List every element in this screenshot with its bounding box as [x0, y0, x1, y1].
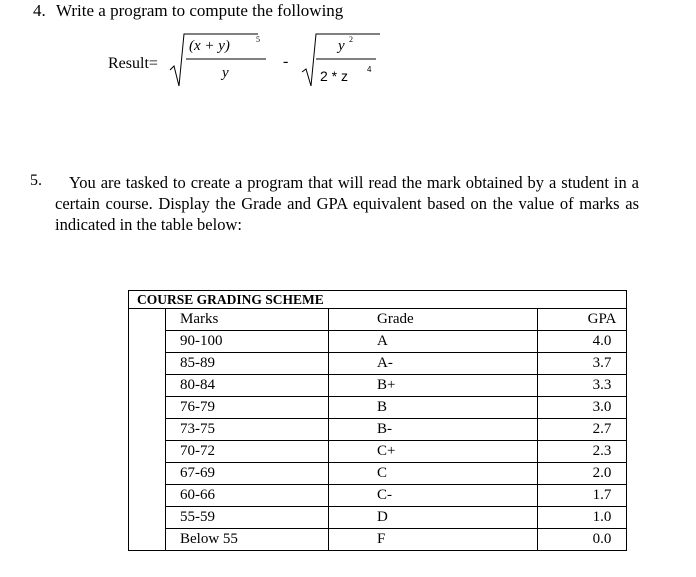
cell-marks: 55-59 [166, 507, 329, 529]
cell-marks: 73-75 [166, 419, 329, 441]
table-title-row [129, 291, 627, 309]
cell-gpa: 1.7 [538, 485, 627, 507]
cell-gpa: 4.0 [538, 331, 627, 353]
cell-marks: 90-100 [166, 331, 329, 353]
header-marks: Marks [166, 309, 329, 331]
cell-marks: 67-69 [166, 463, 329, 485]
cell-grade: A- [329, 353, 538, 375]
cell-grade: B- [329, 419, 538, 441]
formula-graphic [170, 28, 390, 92]
cell-marks: 80-84 [166, 375, 329, 397]
table-row [129, 353, 627, 375]
cell-gpa: 0.0 [538, 529, 627, 551]
table-row [129, 485, 627, 507]
term2-denominator: 2 * z [320, 68, 349, 84]
header-gpa: GPA [538, 309, 627, 331]
table-header-row [129, 309, 627, 331]
result-label: Result= [108, 55, 158, 72]
table-row [129, 331, 627, 353]
term2-numerator-exponent: 2 [349, 35, 353, 44]
term1-numerator-exponent: 5 [256, 35, 260, 44]
cell-grade: B [329, 397, 538, 419]
table-row [129, 441, 627, 463]
term1-denominator: y [222, 65, 229, 81]
cell-gpa: 2.3 [538, 441, 627, 463]
question-4-prompt: Write a program to compute the following [56, 1, 344, 20]
cell-marks: 70-72 [166, 441, 329, 463]
table-row [129, 397, 627, 419]
table-row [129, 463, 627, 485]
question-5-number: 5. [30, 172, 42, 189]
cell-grade: C- [329, 485, 538, 507]
cell-gpa: 3.7 [538, 353, 627, 375]
table-spacer-column [129, 309, 166, 551]
table-title: COURSE GRADING SCHEME [129, 291, 627, 309]
term1-numerator: (x + y) [189, 38, 230, 54]
cell-marks: 76-79 [166, 397, 329, 419]
question-5-text: You are tasked to create a program that will read the mark obtained by a student in a certain course. Display the Grade and GPA equivalent based on the value of marks as indicated in the table below: [55, 173, 639, 234]
cell-marks: Below 55 [166, 529, 329, 551]
cell-gpa: 1.0 [538, 507, 627, 529]
term2-denominator-exponent: 4 [367, 65, 372, 74]
cell-marks: 85-89 [166, 353, 329, 375]
table-row [129, 419, 627, 441]
question-4-number: 4. [33, 1, 46, 20]
cell-grade: C+ [329, 441, 538, 463]
cell-gpa: 3.3 [538, 375, 627, 397]
table-row [129, 529, 627, 551]
cell-gpa: 2.0 [538, 463, 627, 485]
cell-grade: B+ [329, 375, 538, 397]
cell-grade: C [329, 463, 538, 485]
cell-marks: 60-66 [166, 485, 329, 507]
term2-numerator: y [338, 38, 345, 54]
header-grade: Grade [329, 309, 538, 331]
cell-gpa: 2.7 [538, 419, 627, 441]
formula [170, 28, 390, 92]
grading-table [128, 290, 627, 551]
cell-grade: A [329, 331, 538, 353]
table-row [129, 507, 627, 529]
minus-operator: - [283, 53, 289, 70]
table-row [129, 375, 627, 397]
cell-grade: D [329, 507, 538, 529]
cell-grade: F [329, 529, 538, 551]
cell-gpa: 3.0 [538, 397, 627, 419]
